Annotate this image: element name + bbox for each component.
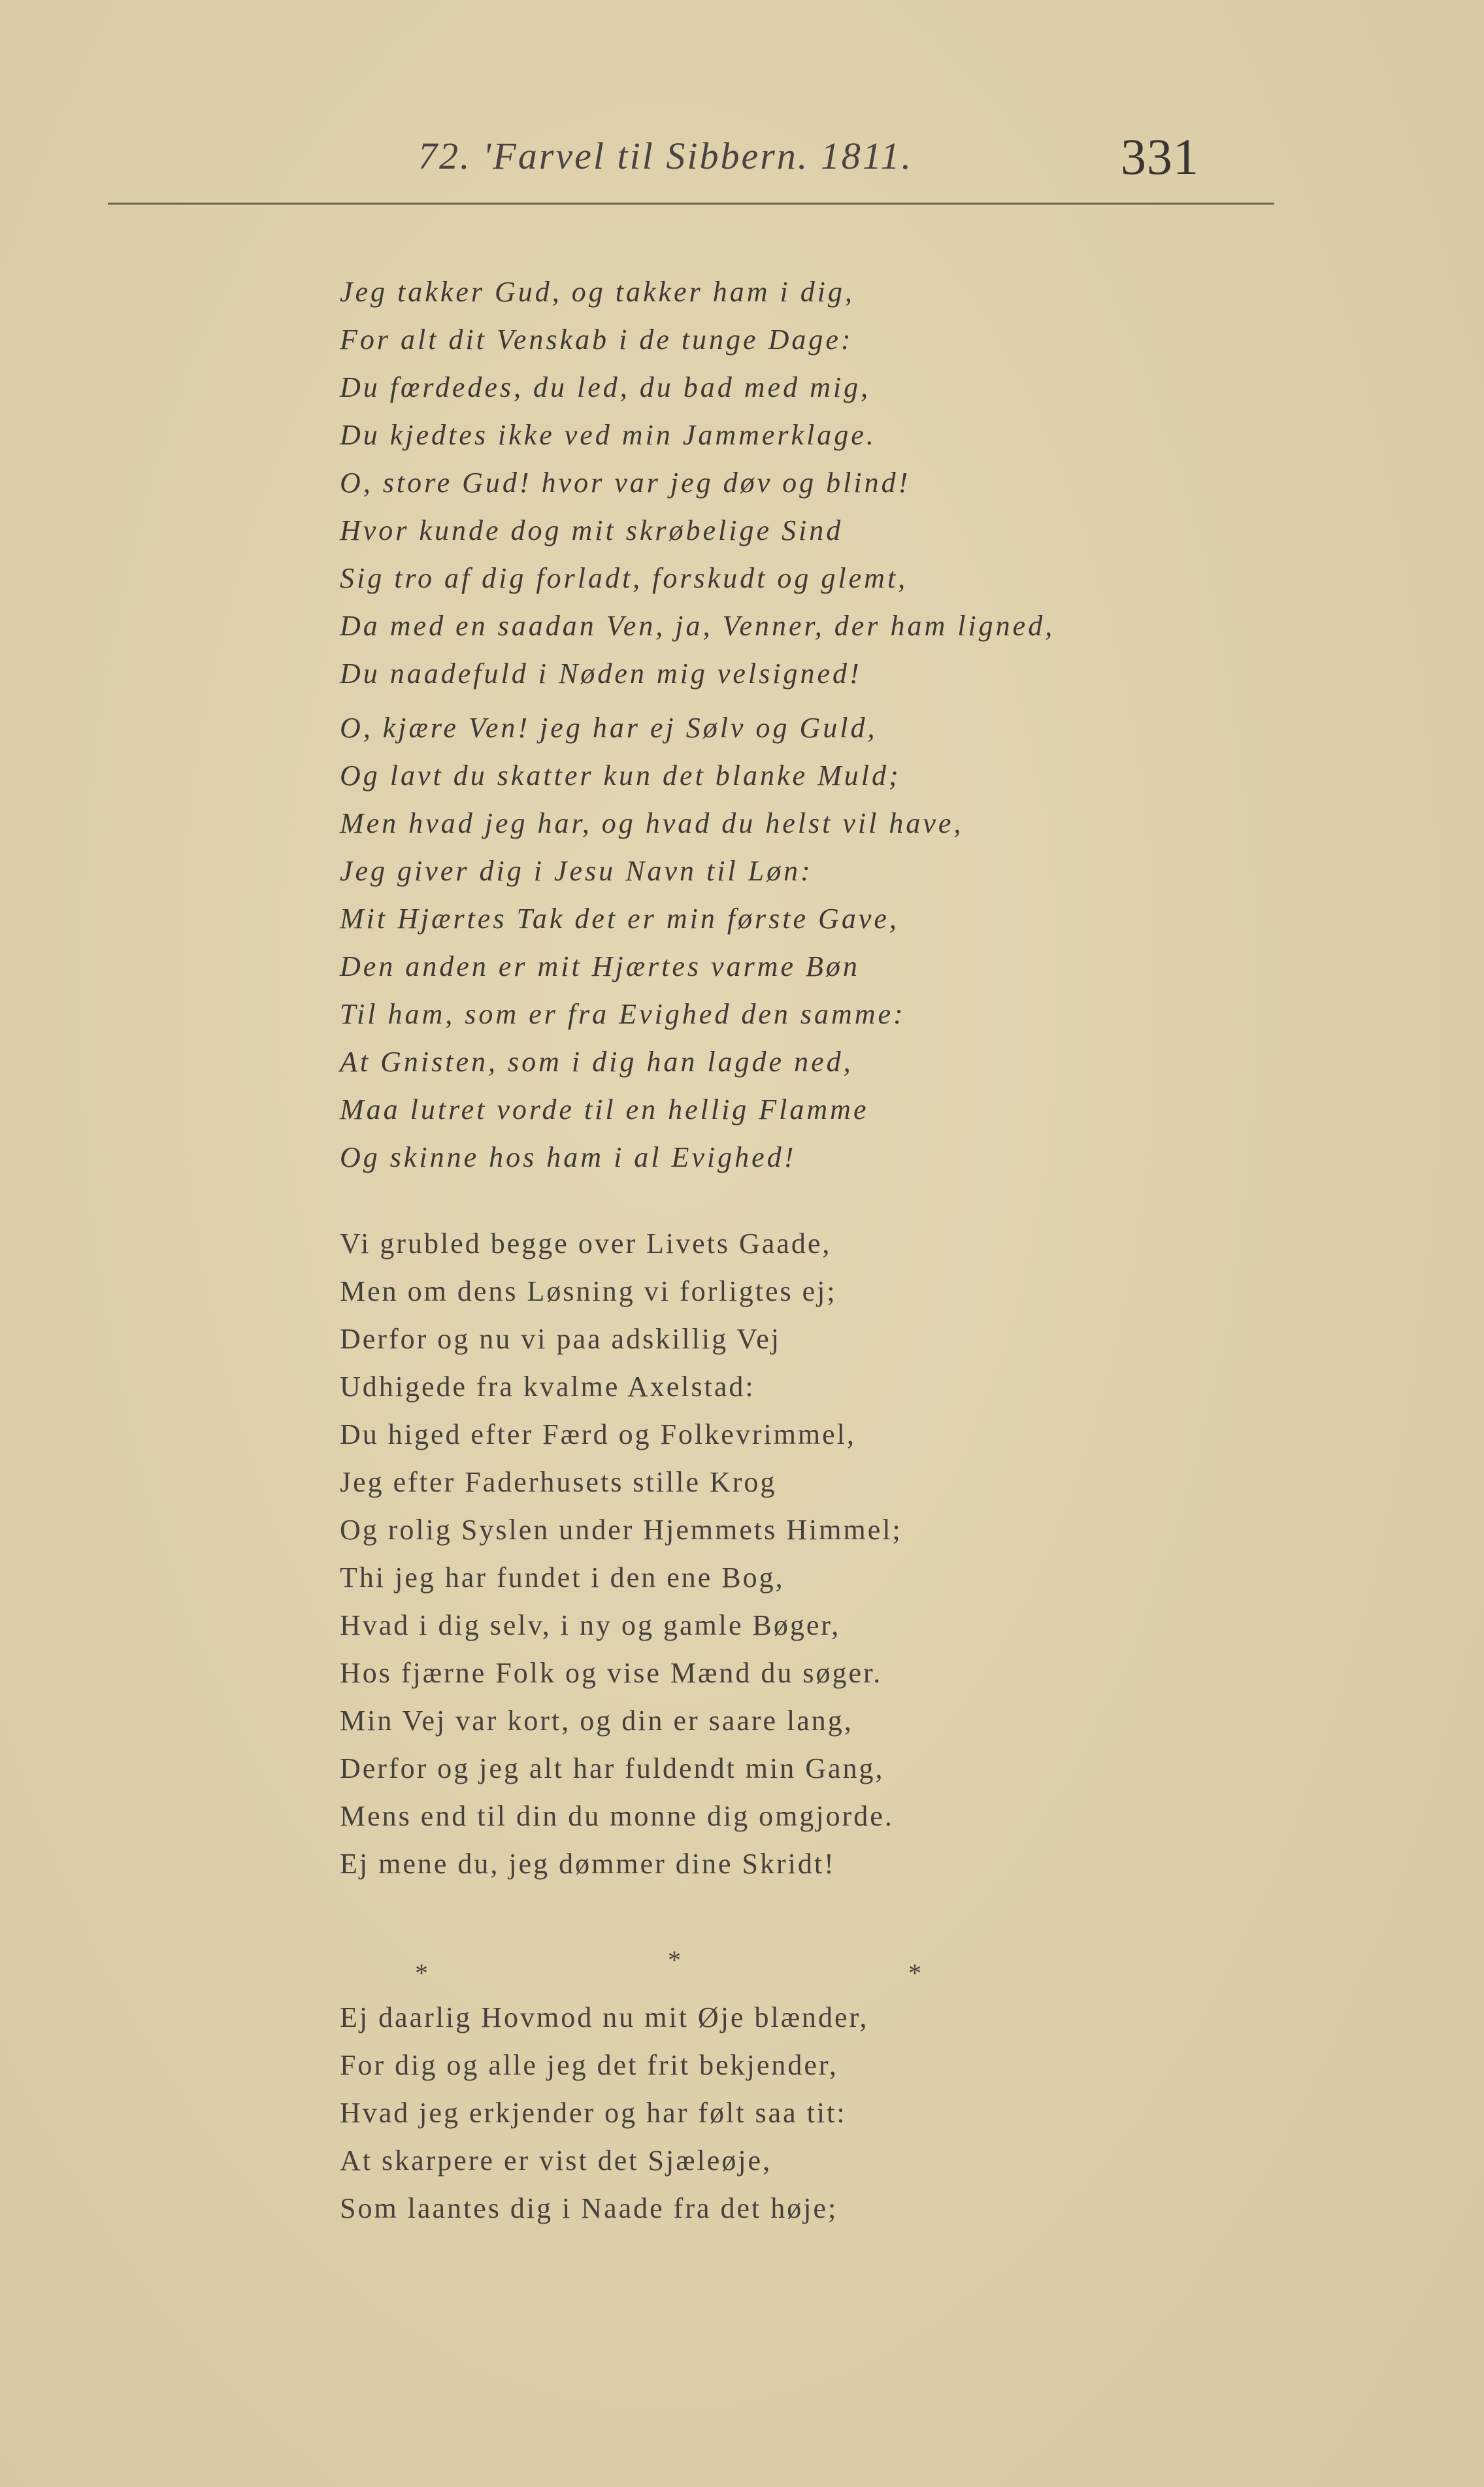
stanza-1	[340, 268, 1055, 697]
asterisk: *	[415, 1958, 428, 1988]
poem-line: For dig og alle jeg det frit bekjender,	[340, 2049, 838, 2081]
poem-line: Du kjedtes ikke ved min Jammerklage.	[340, 419, 876, 451]
poem-line: Hos fjærne Folk og vise Mænd du søger.	[340, 1657, 883, 1689]
asterisk: *	[668, 1945, 681, 1975]
poem-line: Du fœrdedes, du led, du bad med mig,	[340, 371, 871, 403]
poem-line: Derfor og nu vi paa adskillig Vej	[340, 1323, 781, 1355]
poem-line: Hvor kunde dog mit skrøbelige Sind	[340, 514, 844, 546]
poem-line: Da med en saadan Ven, ja, Venner, der ham ligned,	[340, 610, 1055, 642]
stanza-3	[340, 1220, 902, 1888]
poem-line: Men om dens Løsning vi forligtes ej;	[340, 1275, 837, 1307]
poem-line: Min Vej var kort, og din er saare lang,	[340, 1705, 853, 1737]
page-number: 331	[1121, 128, 1199, 185]
poem-line: Den anden er mit Hjærtes varme Bøn	[340, 950, 860, 982]
poem-line: For alt dit Venskab i de tunge Dage:	[340, 324, 853, 356]
poem-line: O, kjære Ven! jeg har ej Sølv og Guld,	[340, 712, 878, 744]
header-rule	[108, 203, 1274, 205]
poem-line: Du higed efter Færd og Folkevrimmel,	[340, 1418, 856, 1450]
running-header	[418, 127, 1268, 186]
poem-line: At Gnisten, som i dig han lagde ned,	[340, 1046, 853, 1078]
asterisk: *	[908, 1958, 921, 1988]
poem-line: Maa lutret vorde til en hellig Flamme	[340, 1093, 869, 1126]
poem-line: Jeg giver dig i Jesu Navn til Løn:	[340, 855, 813, 887]
poem-line: Jeg efter Faderhusets stille Krog	[340, 1466, 777, 1498]
poem-line: Ej daarlig Hovmod nu mit Øje blænder,	[340, 2001, 869, 2033]
poem-line: Som laantes dig i Naade fra det høje;	[340, 2192, 838, 2224]
poem-line: Du naadefuld i Nøden mig velsigned!	[340, 658, 862, 690]
poem-line: Men hvad jeg har, og hvad du helst vil have,	[340, 807, 964, 839]
poem-line: Mit Hjærtes Tak det er min første Gave,	[340, 903, 899, 935]
poem-line: Hvad jeg erkjender og har følt saa tit:	[340, 2097, 847, 2129]
poem-line: Udhigede fra kvalme Axelstad:	[340, 1371, 755, 1403]
poem-line: Thi jeg har fundet i den ene Bog,	[340, 1561, 785, 1594]
poem-line: Og lavt du skatter kun det blanke Muld;	[340, 759, 901, 792]
section-separator	[405, 1945, 928, 1997]
poem-line: Jeg takker Gud, og takker ham i dig,	[340, 276, 855, 308]
poem-line: At skarpere er vist det Sjæleøje,	[340, 2145, 772, 2177]
poem-line: Mens end til din du monne dig omgjorde.	[340, 1800, 894, 1832]
poem-line: Hvad i dig selv, i ny og gamle Bøger,	[340, 1609, 841, 1641]
header-title: 72. 'Farvel til Sibbern. 1811.	[418, 135, 913, 177]
poem-line: Og skinne hos ham i al Evighed!	[340, 1141, 797, 1173]
poem-line: O, store Gud! hvor var jeg døv og blind!	[340, 467, 911, 499]
poem-line: Ej mene du, jeg dømmer dine Skridt!	[340, 1848, 836, 1880]
poem-line: Og rolig Syslen under Hjemmets Himmel;	[340, 1514, 902, 1546]
poem-line: Sig tro af dig forladt, forskudt og glemt,	[340, 562, 908, 594]
poem-line: Til ham, som er fra Evighed den samme:	[340, 998, 906, 1030]
stanza-2	[340, 704, 963, 1181]
poem-line: Vi grubled begge over Livets Gaade,	[340, 1227, 832, 1260]
stanza-4	[340, 1994, 868, 2232]
poem-line: Derfor og jeg alt har fuldendt min Gang,	[340, 1752, 885, 1784]
